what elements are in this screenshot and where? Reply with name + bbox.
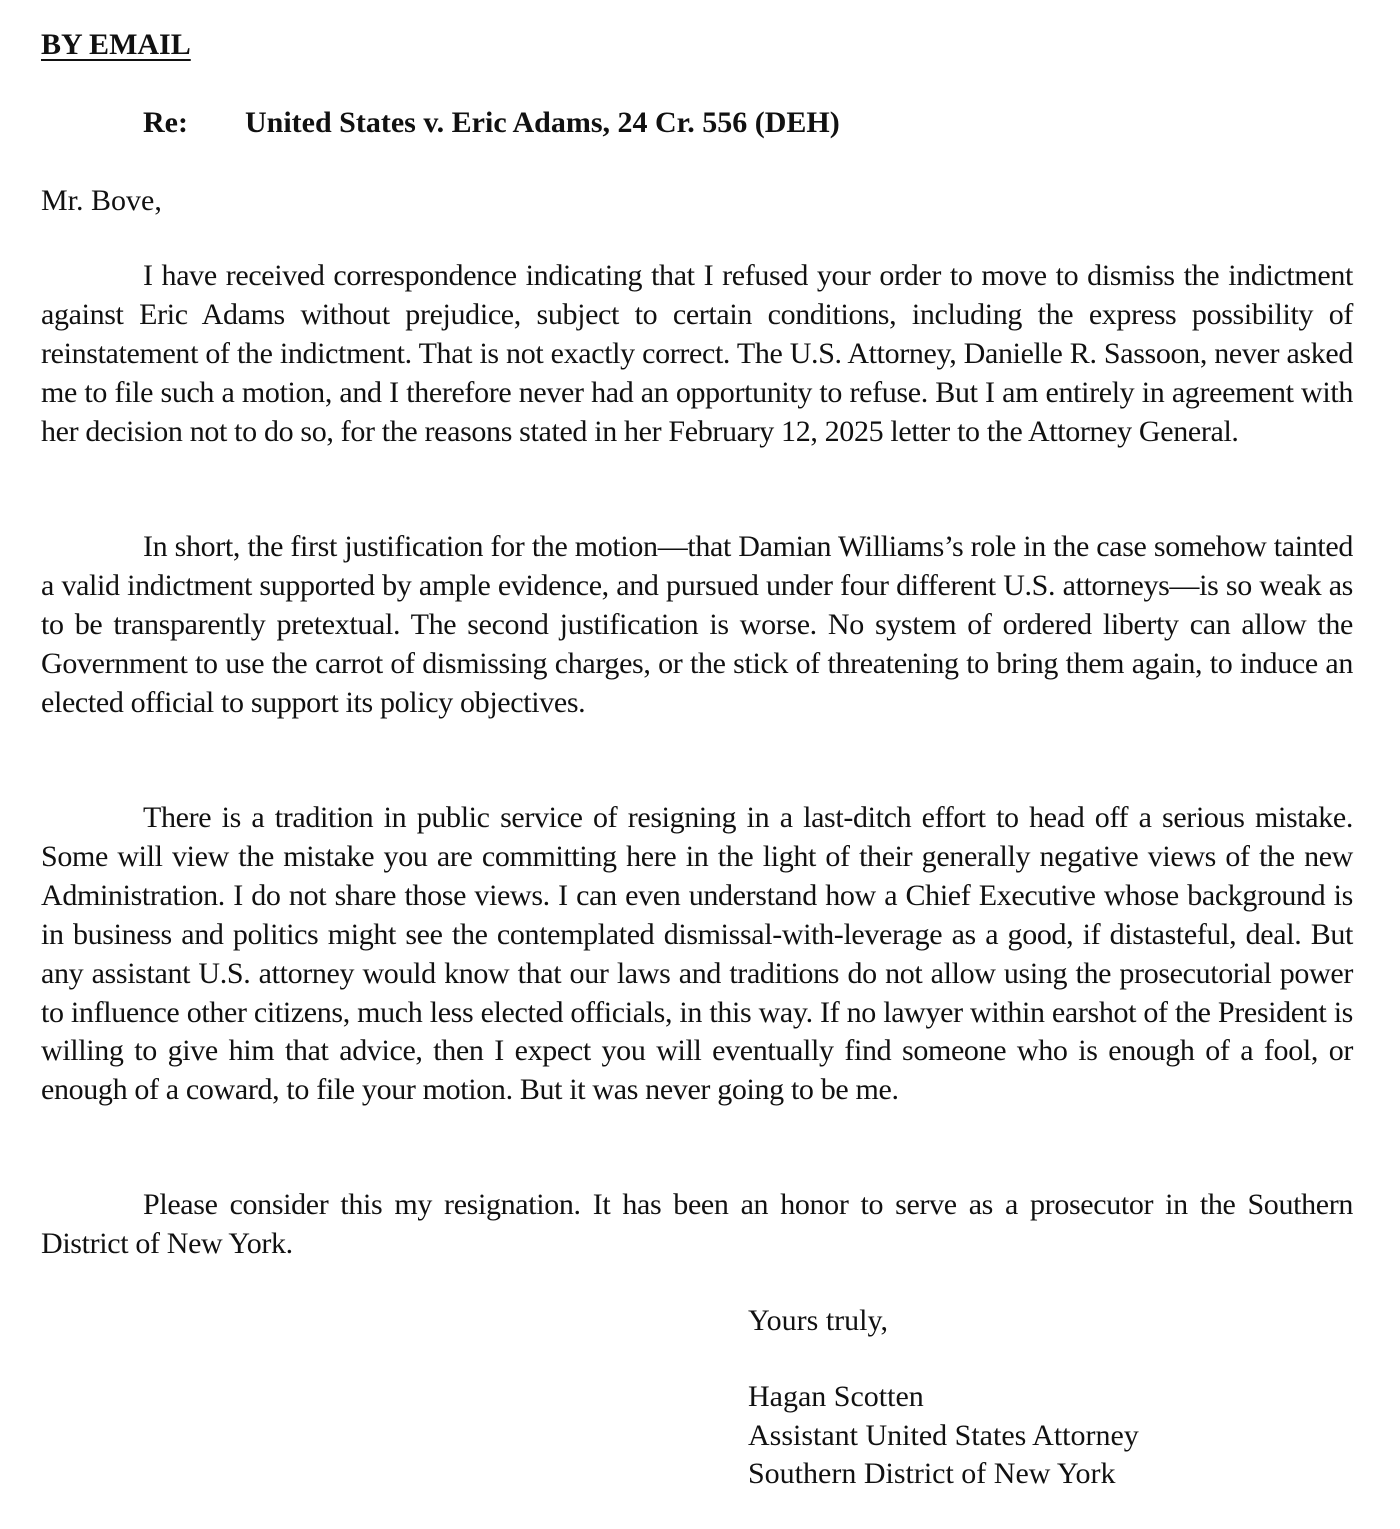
signer-name: Hagan Scotten <box>748 1380 924 1413</box>
body-paragraph-1: I have received correspondence indicating that I refused your order to move to dismiss the indictment against Eric Adams without prejudice, subject to certain conditions, including the express possibility of reinstatement of the indictment. That is not exactly correct. The U.S. Attorney, Danielle R. Sassoon, never asked me to file such a motion, and I therefore never had an opportunity to refuse. But I am entirely in agreement with her decision not to do so, for the reasons stated in her February 12, 2025 letter to the Attorney General. <box>41 259 1353 448</box>
signer-title: Assistant United States Attorney <box>748 1418 1139 1452</box>
case-caption: United States v. Eric Adams, 24 Cr. 556 (DEH) <box>245 106 840 139</box>
salutation: Mr. Bove, <box>41 184 162 217</box>
closing: Yours truly, <box>748 1304 889 1337</box>
body-paragraph-3: There is a tradition in public service of resigning in a last-ditch effort to head off a serious mistake. Some will view the mistake you are committing here in the light of their generally negative views of the new Administration. I do not share those views. I can even understand how a Chief Executive whose background is in business and politics might see the contemplated dismissal-with-leverage as a good, if distasteful, deal. But any assistant U.S. attorney would know that our laws and traditions do not allow using the prosecutorial power to influence other citizens, much less elected officials, in this way. If no lawyer within earshot of the President is willing to give him that advice, then I expect you will eventually find someone who is enough of a fool, or enough of a coward, to file your motion. But it was never going to be me. <box>41 801 1353 1107</box>
subject-line <box>143 104 840 142</box>
body-paragraph-4: Please consider this my resignation. It has been an honor to serve as a prosecutor in the Southern District of New York. <box>41 1188 1353 1260</box>
body-paragraph-2: In short, the first justification for the motion—that Damian Williams’s role in the case somehow tainted a valid indictment supported by ample evidence, and pursued under four different U.S. attorneys—is so weak as to be transparently pretextual. The second justification is worse. No system of ordered liberty can allow the Government to use the carrot of dismissing charges, or the stick of threatening to bring them again, to induce an elected official to support its policy objectives. <box>41 530 1353 719</box>
signer-office: Southern District of New York <box>748 1457 1116 1490</box>
delivery-method-heading: BY EMAIL <box>41 28 191 61</box>
signature-block <box>748 1378 1139 1494</box>
subject-label: Re: <box>143 106 188 139</box>
